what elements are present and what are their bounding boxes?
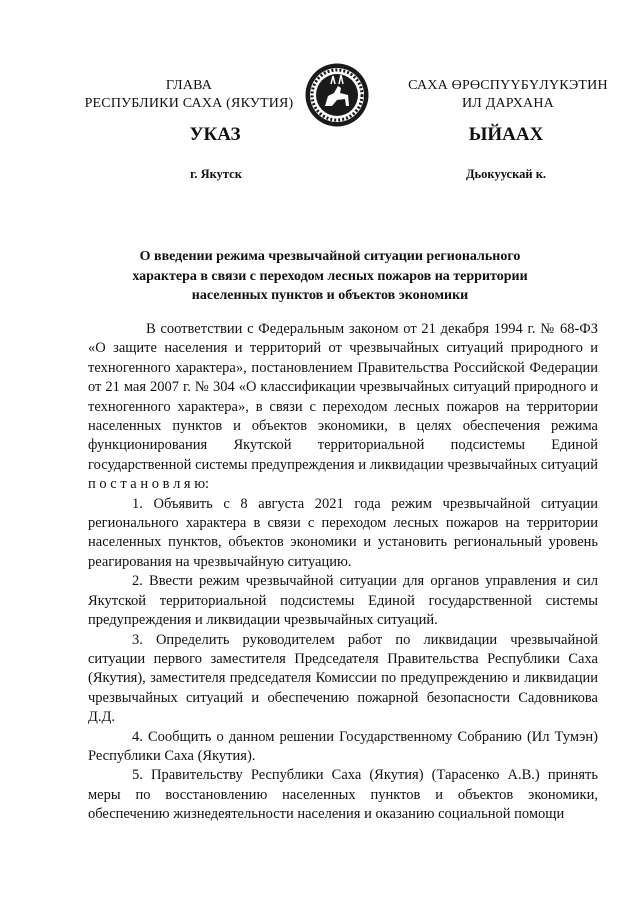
decree-title-line1: О введении режима чрезвычайной ситуации регионального (139, 249, 521, 264)
decree-item-5: 5. Правительству Республики Саха (Якутия) (Тарасенко А.В.) принять меры по восстановлению населенных пунктов и объектов экономики, обеспечению жизнедеятельности населения и оказанию социальной помощи (88, 767, 598, 823)
place-sah: Дьокуускай к. (465, 167, 547, 181)
decree-item-4: 4. Сообщить о данном решении Государственному Собранию (Ил Тумэн) Республики Саха (Якутия). (88, 728, 598, 764)
doc-type-ru: УКАЗ (189, 124, 241, 145)
doc-type-sah: ЫЙААХ (468, 124, 544, 145)
header-issuer-sah (390, 77, 626, 113)
decree-item-3: 3. Определить руководителем работ по ликвидации чрезвычайной ситуации первого заместителя Председателя Правительства Республики Саха (Якутия), заместителя председателя Комиссии по предупреждению и ликвидации чрезвычайных ситуаций и обеспечению пожарной безопасности Садовникова Д.Д. (88, 631, 598, 726)
decree-title (100, 247, 560, 306)
header-issuer-sah-line1: САХА ӨРӨСПҮҮБҮЛҮКЭТИН (408, 78, 608, 93)
header-issuer-ru-line1: ГЛАВА (165, 78, 213, 93)
decree-title-line3: населенных пунктов и объектов экономики (191, 288, 469, 303)
coat-of-arms-emblem (304, 62, 370, 128)
place-ru: г. Якутск (190, 167, 242, 181)
decree-preamble: В соответствии с Федеральным законом от 21 декабря 1994 г. № 68-ФЗ «О защите населения и территорий от чрезвычайных ситуаций природного и техногенного характера», постановлением Правительства Российской Федерации от 21 мая 2007 г. № 304 «О классификации чрезвычайных ситуаций природного и техногенного характера», в связи с переходом лесных пожаров на территории населенных пунктов и объектов экономики, в целях обеспечения режима функционирования Якутской территориальной подсистемы Единой государственной системы предупреждения и ликвидации чрезвычайных ситуаций п о с т а н о в л я ю: (88, 321, 598, 493)
decree-title-line2: характера в связи с переходом лесных пожаров на территории (132, 268, 528, 284)
header-issuer-sah-line2: ИЛ ДАРХАНА (461, 96, 554, 111)
decree-item-1: 1. Объявить с 8 августа 2021 года режим чрезвычайной ситуации регионального характера в связи с переходом лесных пожаров на территории населенных пунктов, объектов экономики и установить региональный уровень реагирования на чрезвычайную ситуацию. (88, 495, 598, 570)
header-issuer-ru (74, 77, 304, 113)
header-issuer-ru-line2: РЕСПУБЛИКИ САХА (ЯКУТИЯ) (84, 96, 294, 111)
decree-item-2: 2. Ввести режим чрезвычайной ситуации для органов управления и сил Якутской территориальной подсистемы Единой государственной системы предупреждения и ликвидации чрезвычайных ситуаций. (88, 573, 598, 629)
decree-body (88, 320, 598, 825)
